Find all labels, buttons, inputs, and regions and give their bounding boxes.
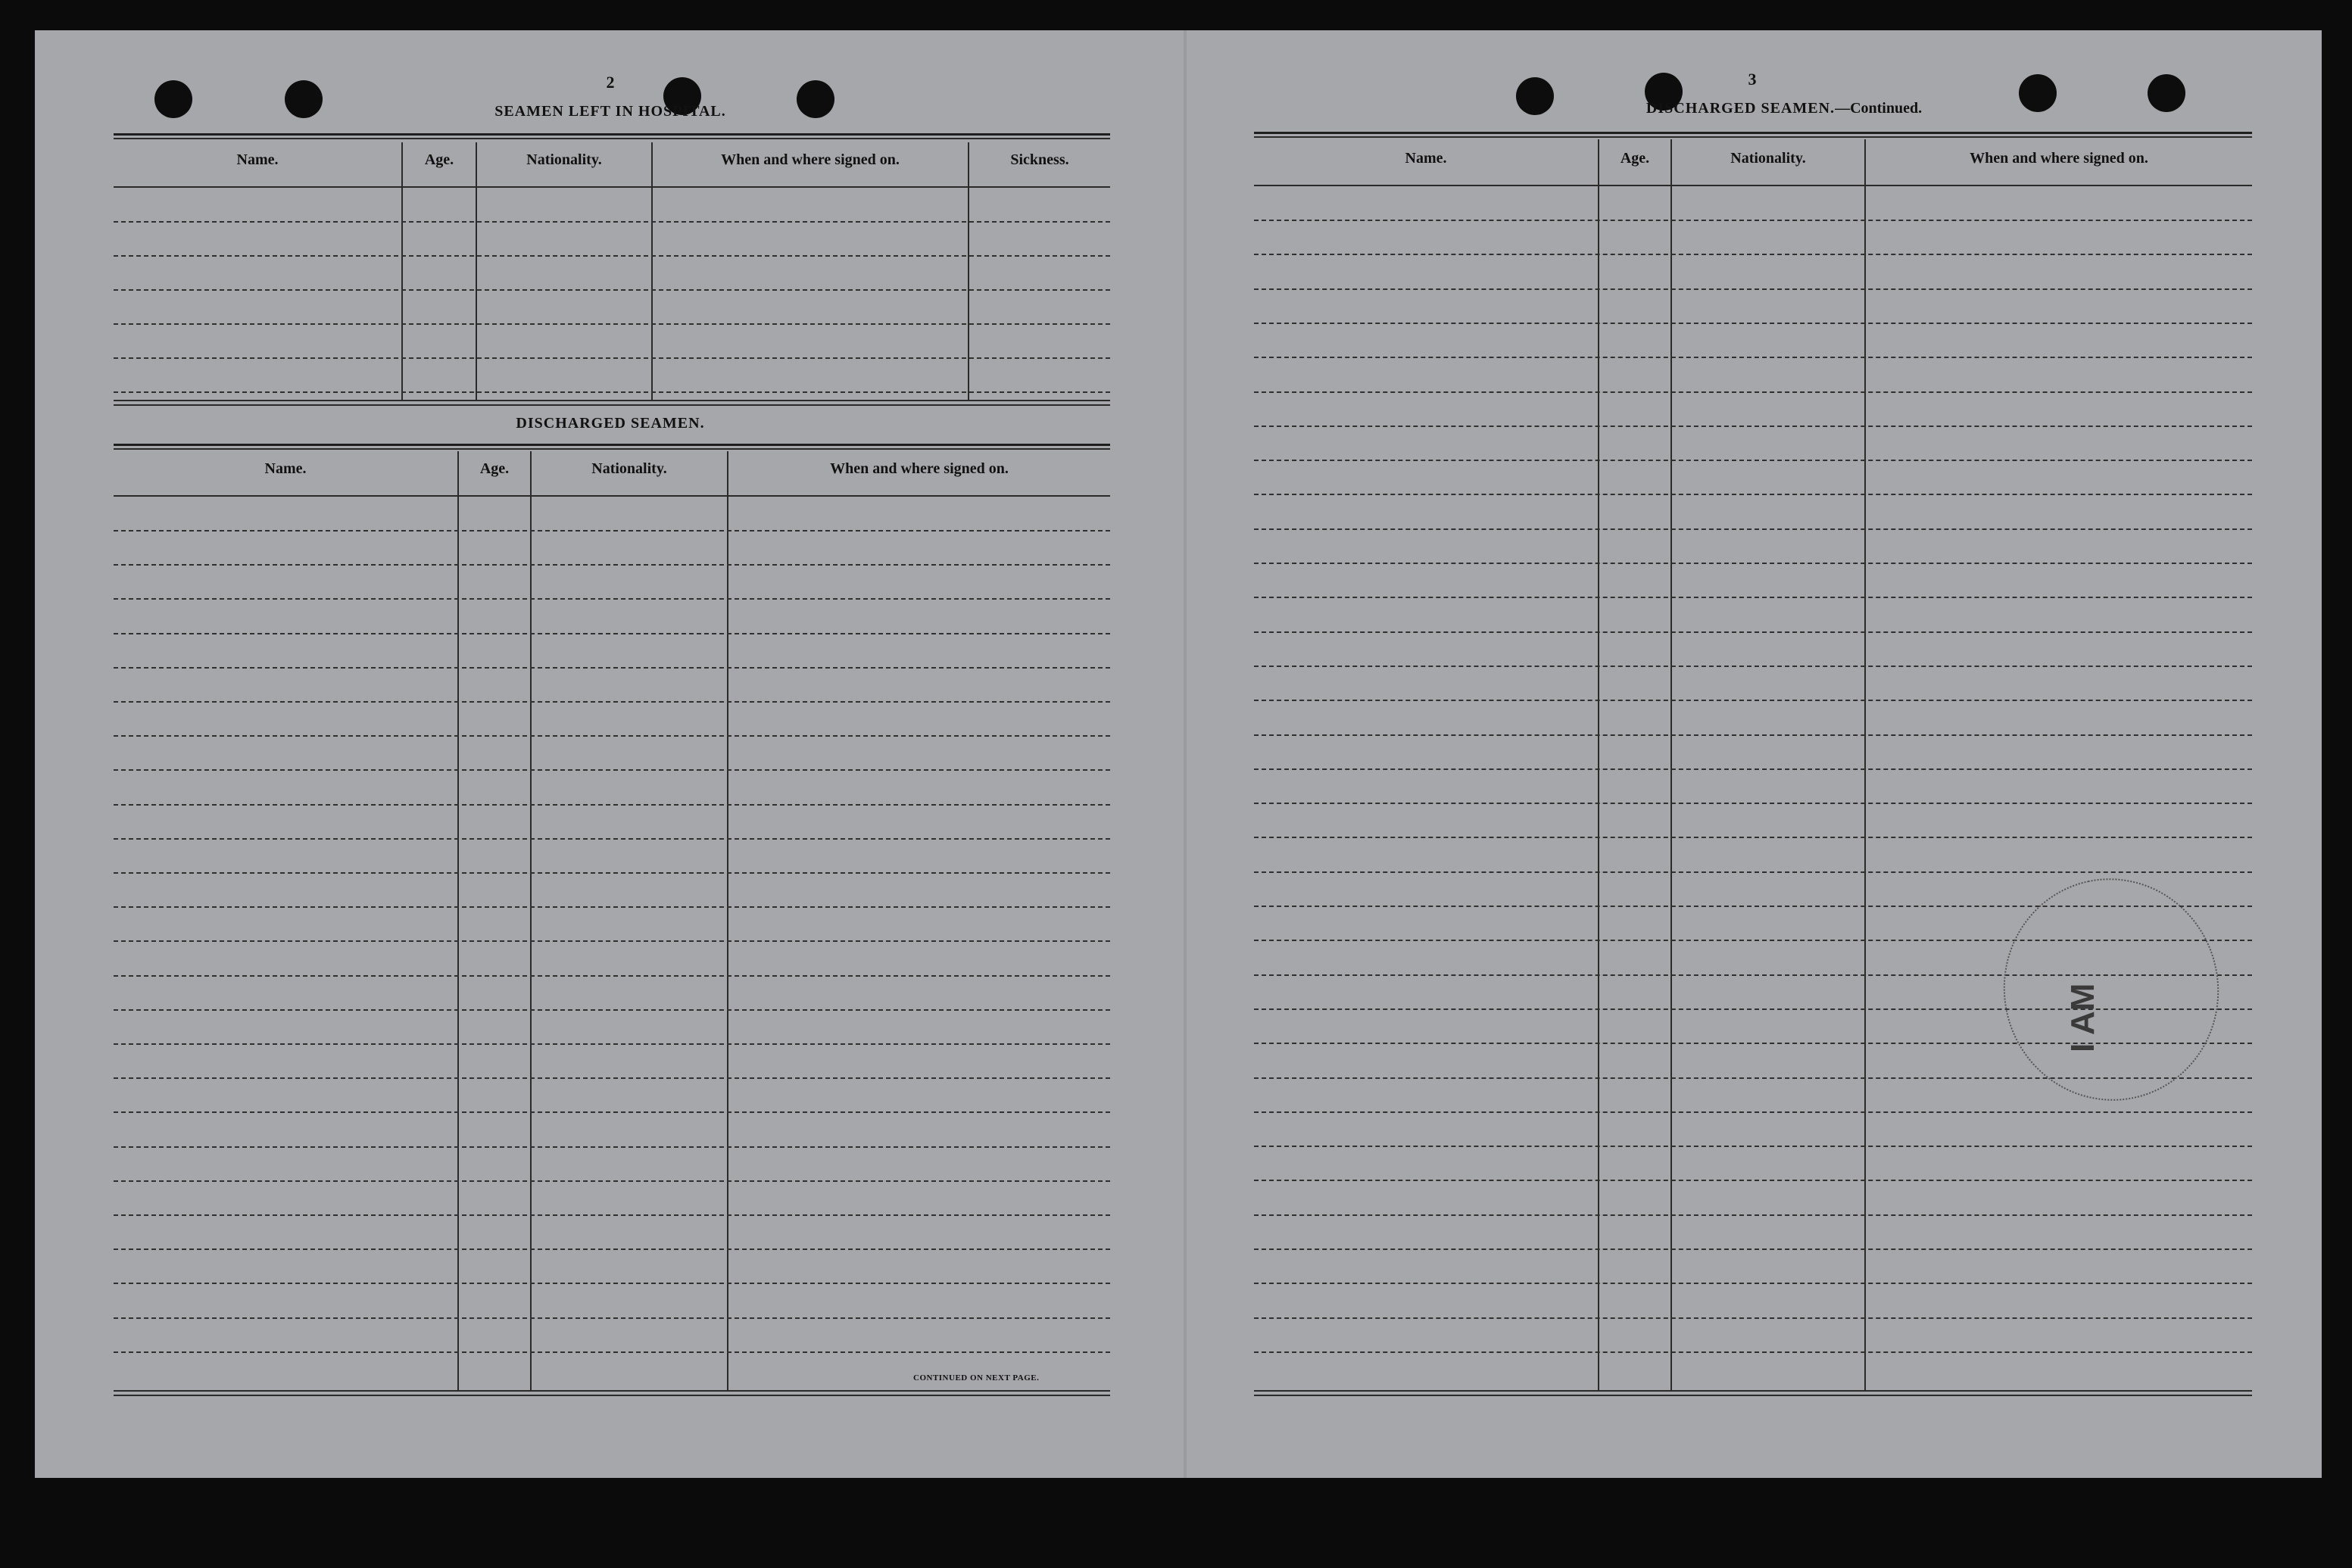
page-fold [1184, 30, 1187, 1478]
right-col-nationality: Nationality. [1730, 150, 1806, 167]
page-number-right: 3 [1748, 70, 1757, 89]
ruled-line [114, 838, 1110, 840]
stamp-text: I AM [2064, 983, 2101, 1052]
right-col-divider [1864, 139, 1866, 1390]
ruled-line [114, 1077, 1110, 1079]
ruled-line [1254, 391, 2252, 393]
ruled-line [1254, 357, 2252, 358]
ruled-line [114, 1111, 1110, 1113]
ruled-line [114, 769, 1110, 771]
hospital-col-sickness: Sickness. [1010, 151, 1069, 168]
discharged-col-name: Name. [264, 460, 307, 477]
right-col-name: Name. [1405, 150, 1447, 167]
ruled-line [1254, 666, 2252, 667]
discharged-bottom-rule [114, 1390, 1110, 1392]
ruled-line [1254, 734, 2252, 736]
ruled-line [114, 1283, 1110, 1284]
punch-hole [154, 80, 192, 118]
ruled-line [1254, 1248, 2252, 1250]
ruled-line [1254, 1283, 2252, 1284]
ruled-line [114, 1317, 1110, 1319]
right-bottom-rule [1254, 1395, 2252, 1396]
document-sheet [35, 30, 2322, 1478]
discharged-top-rule [114, 448, 1110, 450]
ruled-line [114, 391, 1110, 393]
ruled-line [1254, 323, 2252, 324]
right-col-divider [1598, 139, 1599, 1390]
hospital-col-age: Age. [424, 151, 454, 168]
postmark-stamp [1983, 859, 2240, 1121]
hospital-header-rule [114, 186, 1110, 188]
ruled-line [114, 804, 1110, 806]
discharged-col-nationality: Nationality. [591, 460, 667, 477]
discharged-col-age: Age. [479, 460, 510, 477]
discharged-col-signed-on: When and where signed on. [830, 460, 1009, 477]
ruled-line [1254, 426, 2252, 427]
ruled-line [114, 357, 1110, 359]
ruled-line [1254, 220, 2252, 221]
discharged-section-title: DISCHARGED SEAMEN. [516, 415, 705, 432]
ruled-line [1254, 254, 2252, 255]
ruled-line [114, 1009, 1110, 1011]
hospital-col-divider [401, 142, 403, 400]
ruled-line [1254, 768, 2252, 770]
right-col-age: Age. [1620, 150, 1650, 167]
hospital-col-nationality: Nationality. [526, 151, 602, 168]
ruled-line [114, 667, 1110, 669]
discharged-bottom-rule [114, 1395, 1110, 1396]
ruled-line [114, 735, 1110, 737]
hospital-section-title: SEAMEN LEFT IN HOSPITAL. [494, 103, 726, 120]
ruled-line [114, 940, 1110, 942]
ruled-line [1254, 1351, 2252, 1353]
ruled-line [1254, 288, 2252, 290]
discharged-top-rule [114, 444, 1110, 446]
ruled-line [1254, 1111, 2252, 1113]
ruled-line [114, 1248, 1110, 1250]
ruled-line [1254, 803, 2252, 804]
ruled-line [114, 221, 1110, 223]
ruled-line [1254, 1180, 2252, 1181]
hospital-top-rule [114, 133, 1110, 136]
continued-title-main: DISCHARGED SEAMEN. [1645, 100, 1836, 117]
hospital-col-divider [476, 142, 477, 400]
ruled-line [1254, 631, 2252, 633]
ruled-line [114, 255, 1110, 257]
ruled-line [1254, 494, 2252, 495]
ruled-line [1254, 837, 2252, 838]
page-number-left: 2 [606, 73, 615, 92]
discharged-header-rule [114, 495, 1110, 497]
hospital-col-signed-on: When and where signed on. [721, 151, 900, 168]
ruled-line [114, 1351, 1110, 1353]
ruled-line [1254, 597, 2252, 598]
ruled-line [114, 633, 1110, 634]
ruled-line [114, 530, 1110, 531]
right-top-rule [1254, 136, 2252, 138]
hospital-col-name: Name. [236, 151, 279, 168]
right-col-divider [1670, 139, 1672, 1390]
ruled-line [114, 1180, 1110, 1182]
ruled-line [114, 323, 1110, 325]
ruled-line [114, 598, 1110, 600]
ruled-line [1254, 1214, 2252, 1216]
ruled-line [114, 564, 1110, 566]
right-top-rule [1254, 132, 2252, 134]
ruled-line [114, 1214, 1110, 1216]
continued-note: CONTINUED ON NEXT PAGE. [913, 1373, 1040, 1383]
hospital-col-divider [968, 142, 969, 400]
punch-hole [2148, 74, 2185, 112]
right-col-signed-on: When and where signed on. [1970, 150, 2148, 167]
ruled-line [1254, 1146, 2252, 1147]
right-bottom-rule [1254, 1390, 2252, 1392]
punch-hole [285, 80, 323, 118]
ruled-line [114, 1146, 1110, 1148]
right-header-rule [1254, 185, 2252, 186]
ruled-line [114, 906, 1110, 908]
hospital-top-rule [114, 138, 1110, 139]
hospital-bottom-rule [114, 400, 1110, 401]
ruled-line [1254, 871, 2252, 873]
ruled-line [114, 872, 1110, 874]
continued-title-suffix: —Continued. [1835, 100, 1923, 117]
ruled-line [114, 289, 1110, 291]
ruled-line [1254, 563, 2252, 564]
ruled-line [114, 1043, 1110, 1045]
ruled-line [1254, 460, 2252, 461]
ruled-line [114, 975, 1110, 977]
continued-section-title [1542, 100, 2026, 117]
ruled-line [114, 701, 1110, 703]
hospital-col-divider [651, 142, 653, 400]
ruled-line [1254, 700, 2252, 701]
ruled-line [1254, 528, 2252, 530]
hospital-bottom-rule [114, 404, 1110, 406]
ruled-line [1254, 1317, 2252, 1319]
